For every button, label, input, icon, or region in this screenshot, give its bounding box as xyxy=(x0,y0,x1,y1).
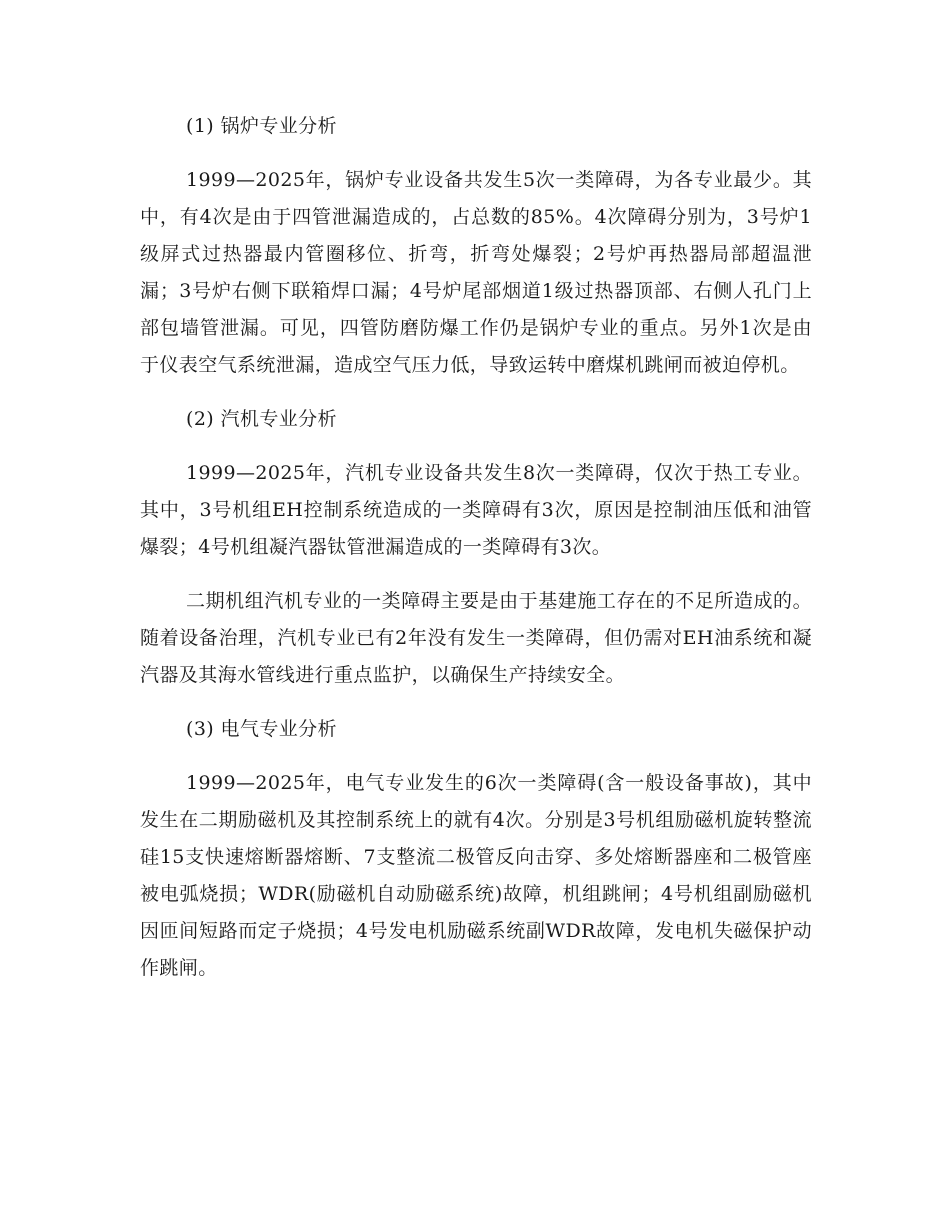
paragraph-boiler-analysis: 1999—2025年，锅炉专业设备共发生5次一类障碍，为各专业最少。其中，有4次是由于四管泄漏造成的，占总数的85%。4次障碍分别为，3号炉1级屏式过热器最内管圈移位、折弯，折弯处爆裂；2号炉再热器局部超温泄漏；3号炉右侧下联箱焊口漏；4号炉尾部烟道1级过热器顶部、右侧人孔门上部包墙管泄漏。可见，四管防磨防爆工作仍是锅炉专业的重点。另外1次是由于仪表空气系统泄漏，造成空气压力低，导致运转中磨煤机跳闸而被迫停机。 xyxy=(140,169,812,376)
document-body xyxy=(140,108,812,1004)
paragraph-electrical-analysis: 1999—2025年，电气专业发生的6次一类障碍(含一般设备事故)，其中发生在二期励磁机及其控制系统上的就有4次。分别是3号机组励磁机旋转整流硅15支快速熔断器熔断、7支整流二极管反向击穿、多处熔断器座和二极管座被电弧烧损；WDR(励磁机自动励磁系统)故障，机组跳闸；4号机组副励磁机因匝间短路而定子烧损；4号发电机励磁系统副WDR故障，发电机失磁保护动作跳闸。 xyxy=(140,772,812,979)
paragraph-turbine-analysis: 1999—2025年，汽机专业设备共发生8次一类障碍，仅次于热工专业。其中，3号机组EH控制系统造成的一类障碍有3次，原因是控制油压低和油管爆裂；4号机组凝汽器钛管泄漏造成的一类障碍有3次。 xyxy=(140,462,812,558)
section-heading-turbine: (2) 汽机专业分析 xyxy=(186,408,337,430)
paragraph-turbine-phase2: 二期机组汽机专业的一类障碍主要是由于基建施工存在的不足所造成的。随着设备治理，汽机专业已有2年没有发生一类障碍，但仍需对EH油系统和凝汽器及其海水管线进行重点监护，以确保生产持续安全。 xyxy=(140,590,812,686)
section-heading-electrical: (3) 电气专业分析 xyxy=(186,718,337,740)
section-heading-boiler: (1) 锅炉专业分析 xyxy=(186,115,337,137)
